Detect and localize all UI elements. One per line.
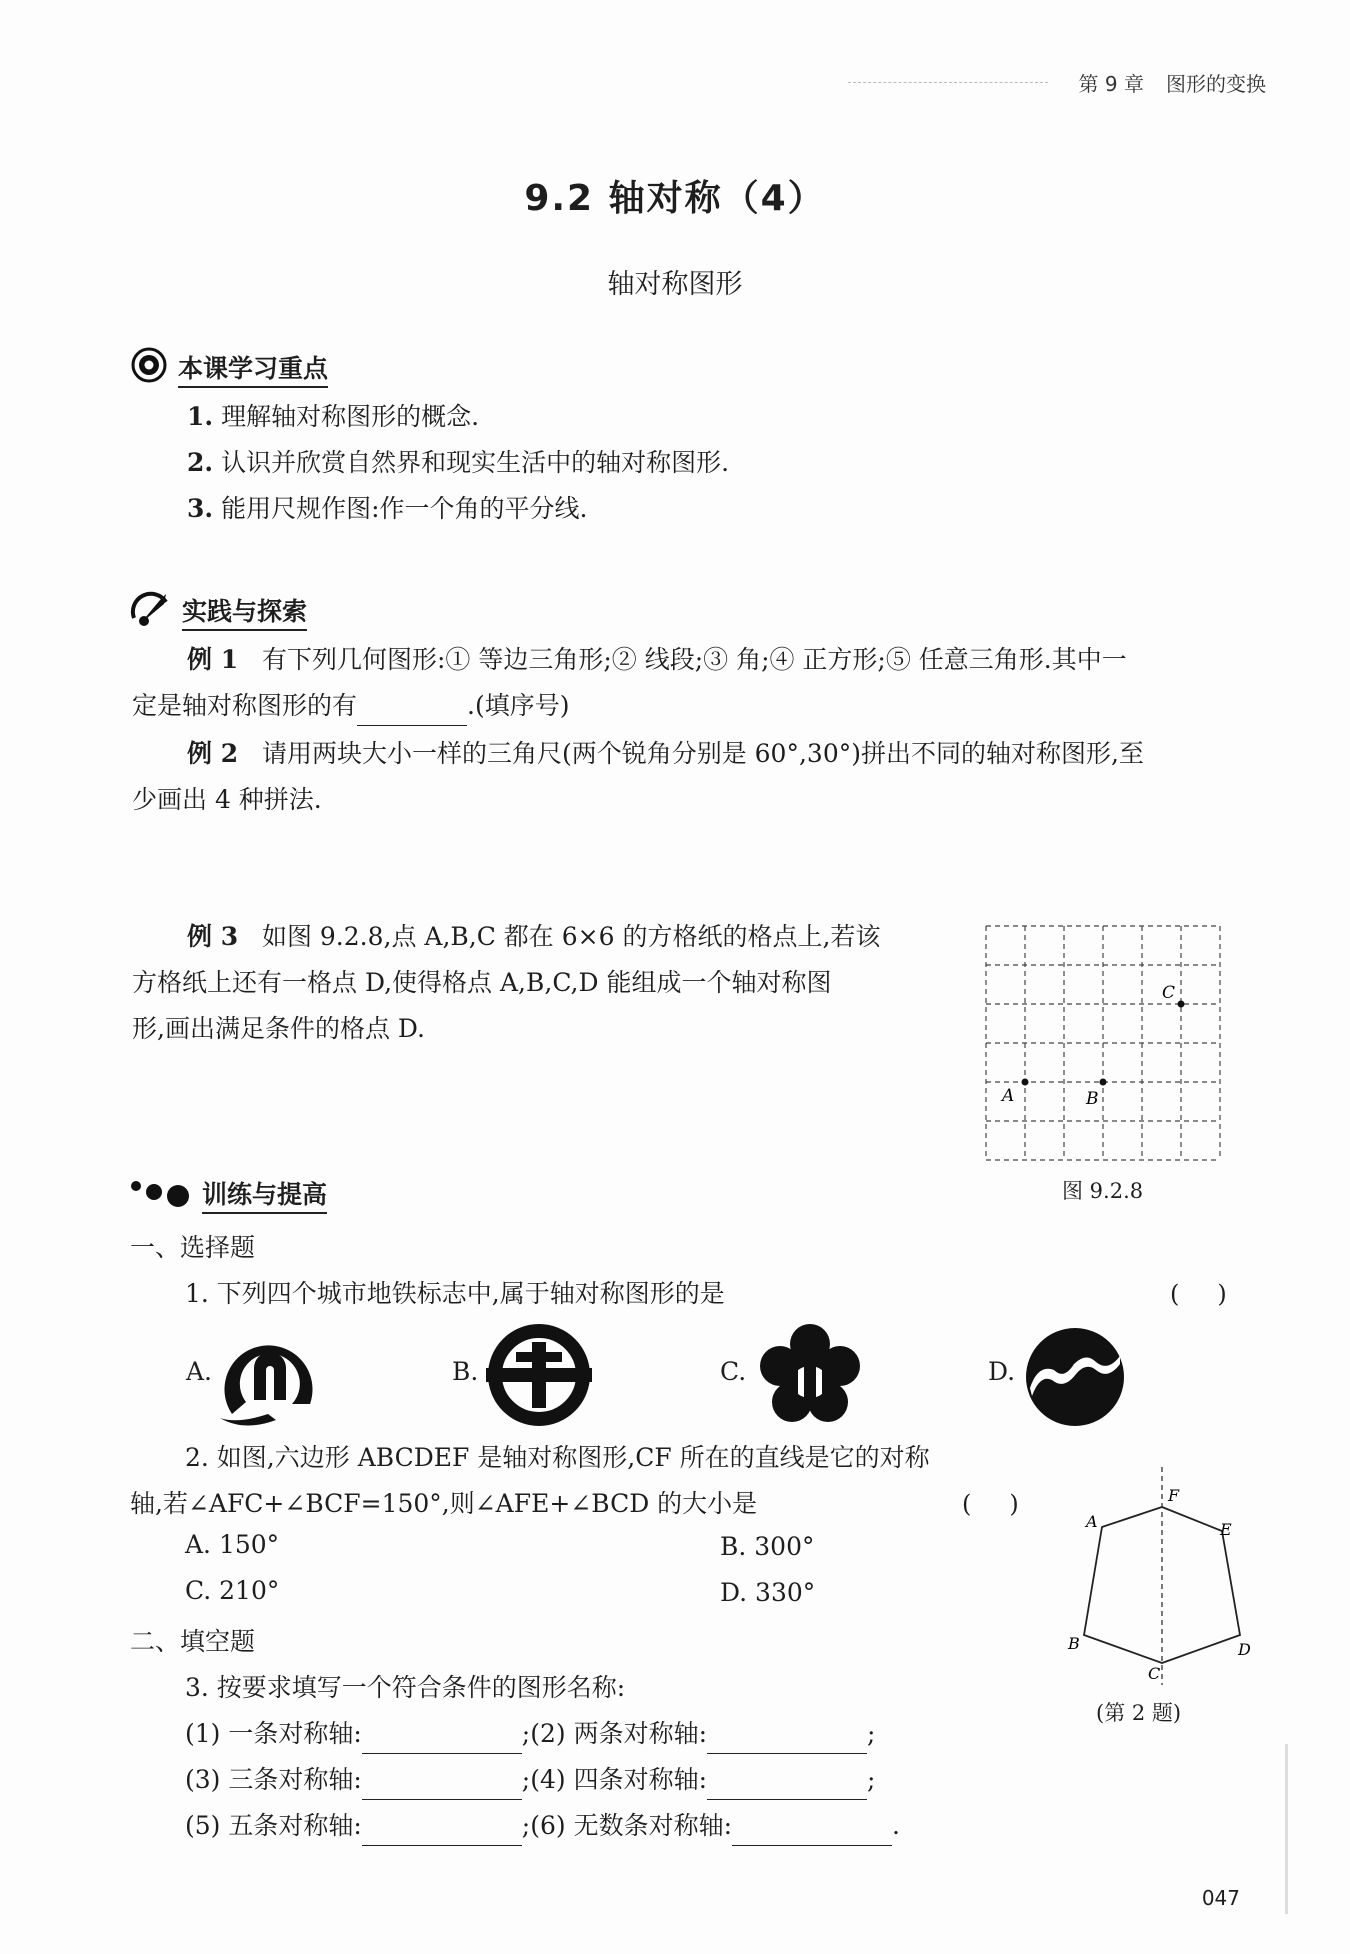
- example-3-line2: 方格纸上还有一格点 D,使得格点 A,B,C,D 能组成一个轴对称图: [132, 968, 832, 997]
- training-heading: [128, 1174, 327, 1214]
- focus-heading-label: 本课学习重点: [178, 349, 328, 388]
- point-b: [1100, 1079, 1107, 1086]
- answer-blank[interactable]: [707, 1773, 867, 1800]
- metro-logo-c[interactable]: [758, 1322, 862, 1426]
- example-1-line1: 例 1 有下列几何图形:① 等边三角形;② 线段;③ 角;④ 正方形;⑤ 任意三角形.其中一: [187, 645, 1127, 674]
- page-edge-mark: [1285, 1744, 1288, 1914]
- answer-blank[interactable]: [707, 1727, 867, 1754]
- fill-row-3: (5) 五条对称轴: ;(6) 无数条对称轴: .: [185, 1806, 900, 1846]
- chapter-title: 图形的变换: [1166, 72, 1266, 96]
- point-c: [1178, 1001, 1185, 1008]
- question-3: 3. 按要求填写一个符合条件的图形名称:: [185, 1673, 626, 1702]
- grid-caption: 图 9.2.8: [1062, 1179, 1144, 1203]
- question-2-line1: 2. 如图,六边形 ABCDEF 是轴对称图形,CF 所在的直线是它的对称: [185, 1443, 930, 1472]
- focus-item: 2. 认识并欣赏自然界和现实生活中的轴对称图形.: [187, 448, 730, 477]
- example-3-line1: 例 3 如图 9.2.8,点 A,B,C 都在 6×6 的方格纸的格点上,若该: [187, 922, 881, 951]
- question-2-line2: 轴,若∠AFC+∠BCF=150°,则∠AFE+∠BCD 的大小是: [130, 1489, 758, 1518]
- focus-item: 3. 能用尺规作图:作一个角的平分线.: [187, 494, 588, 523]
- example-3-line3: 形,画出满足条件的格点 D.: [132, 1014, 425, 1043]
- lesson-subtitle: 轴对称图形: [607, 269, 743, 300]
- section-choice: 一、选择题: [130, 1233, 256, 1262]
- label-b: B: [1086, 1089, 1099, 1109]
- option-c[interactable]: C. 210°: [185, 1576, 280, 1605]
- label-c: C: [1148, 1664, 1161, 1683]
- answer-paren[interactable]: (): [1170, 1280, 1265, 1308]
- rocket-icon: [130, 588, 172, 634]
- focus-item: 1. 理解轴对称图形的概念.: [187, 402, 480, 431]
- running-header: [1079, 68, 1266, 97]
- answer-blank[interactable]: [732, 1819, 892, 1846]
- option-b[interactable]: B. 300°: [720, 1532, 815, 1561]
- hexagon-figure: [1060, 1465, 1260, 1687]
- answer-blank[interactable]: [357, 699, 467, 726]
- example-1-line2: 定是轴对称图形的有 .(填序号): [132, 686, 569, 726]
- chapter-label: 第 9 章: [1078, 72, 1144, 96]
- training-heading-label: 训练与提高: [202, 1175, 327, 1214]
- practice-heading-label: 实践与探索: [182, 592, 307, 631]
- answer-blank[interactable]: [362, 1727, 522, 1754]
- option-c-label: C.: [720, 1357, 747, 1386]
- option-b-label: B.: [452, 1357, 479, 1386]
- metro-logo-a[interactable]: [218, 1322, 322, 1428]
- label-a: A: [1086, 1512, 1098, 1531]
- target-icon: [130, 346, 168, 390]
- section-fill: 二、填空题: [130, 1627, 256, 1656]
- metro-logo-d[interactable]: [1024, 1326, 1126, 1428]
- example-2-line2: 少画出 4 种拼法.: [132, 785, 322, 814]
- fill-row-2: (3) 三条对称轴: ;(4) 四条对称轴: ;: [185, 1760, 875, 1800]
- example-2-line1: 例 2 请用两块大小一样的三角尺(两个锐角分别是 60°,30°)拼出不同的轴对称图形,至: [187, 739, 1144, 768]
- figure-2-caption: (第 2 题): [1096, 1701, 1182, 1725]
- fill-row-1: (1) 一条对称轴: ;(2) 两条对称轴: ;: [185, 1714, 875, 1754]
- label-a: A: [1002, 1086, 1015, 1106]
- practice-heading: [130, 588, 307, 634]
- dots-icon: [128, 1174, 192, 1214]
- option-d[interactable]: D. 330°: [720, 1578, 816, 1607]
- label-f: F: [1168, 1486, 1180, 1505]
- point-a: [1022, 1079, 1029, 1086]
- label-b: B: [1068, 1634, 1080, 1653]
- header-rule: [848, 82, 1048, 83]
- lesson-title: 9.2 轴对称（4）: [524, 178, 826, 219]
- option-a-label: A.: [186, 1357, 213, 1386]
- option-d-label: D.: [988, 1357, 1016, 1386]
- label-c: C: [1162, 983, 1176, 1003]
- grid-figure: [980, 920, 1230, 1170]
- page-number: 047: [1201, 1886, 1240, 1910]
- label-e: E: [1220, 1520, 1232, 1539]
- metro-logo-b[interactable]: [486, 1322, 592, 1428]
- answer-paren[interactable]: (): [962, 1490, 1057, 1518]
- focus-heading: [130, 346, 328, 390]
- question-1: 1. 下列四个城市地铁标志中,属于轴对称图形的是: [185, 1279, 725, 1308]
- answer-blank[interactable]: [362, 1773, 522, 1800]
- answer-blank[interactable]: [362, 1819, 522, 1846]
- label-d: D: [1238, 1640, 1251, 1659]
- option-a[interactable]: A. 150°: [185, 1530, 280, 1559]
